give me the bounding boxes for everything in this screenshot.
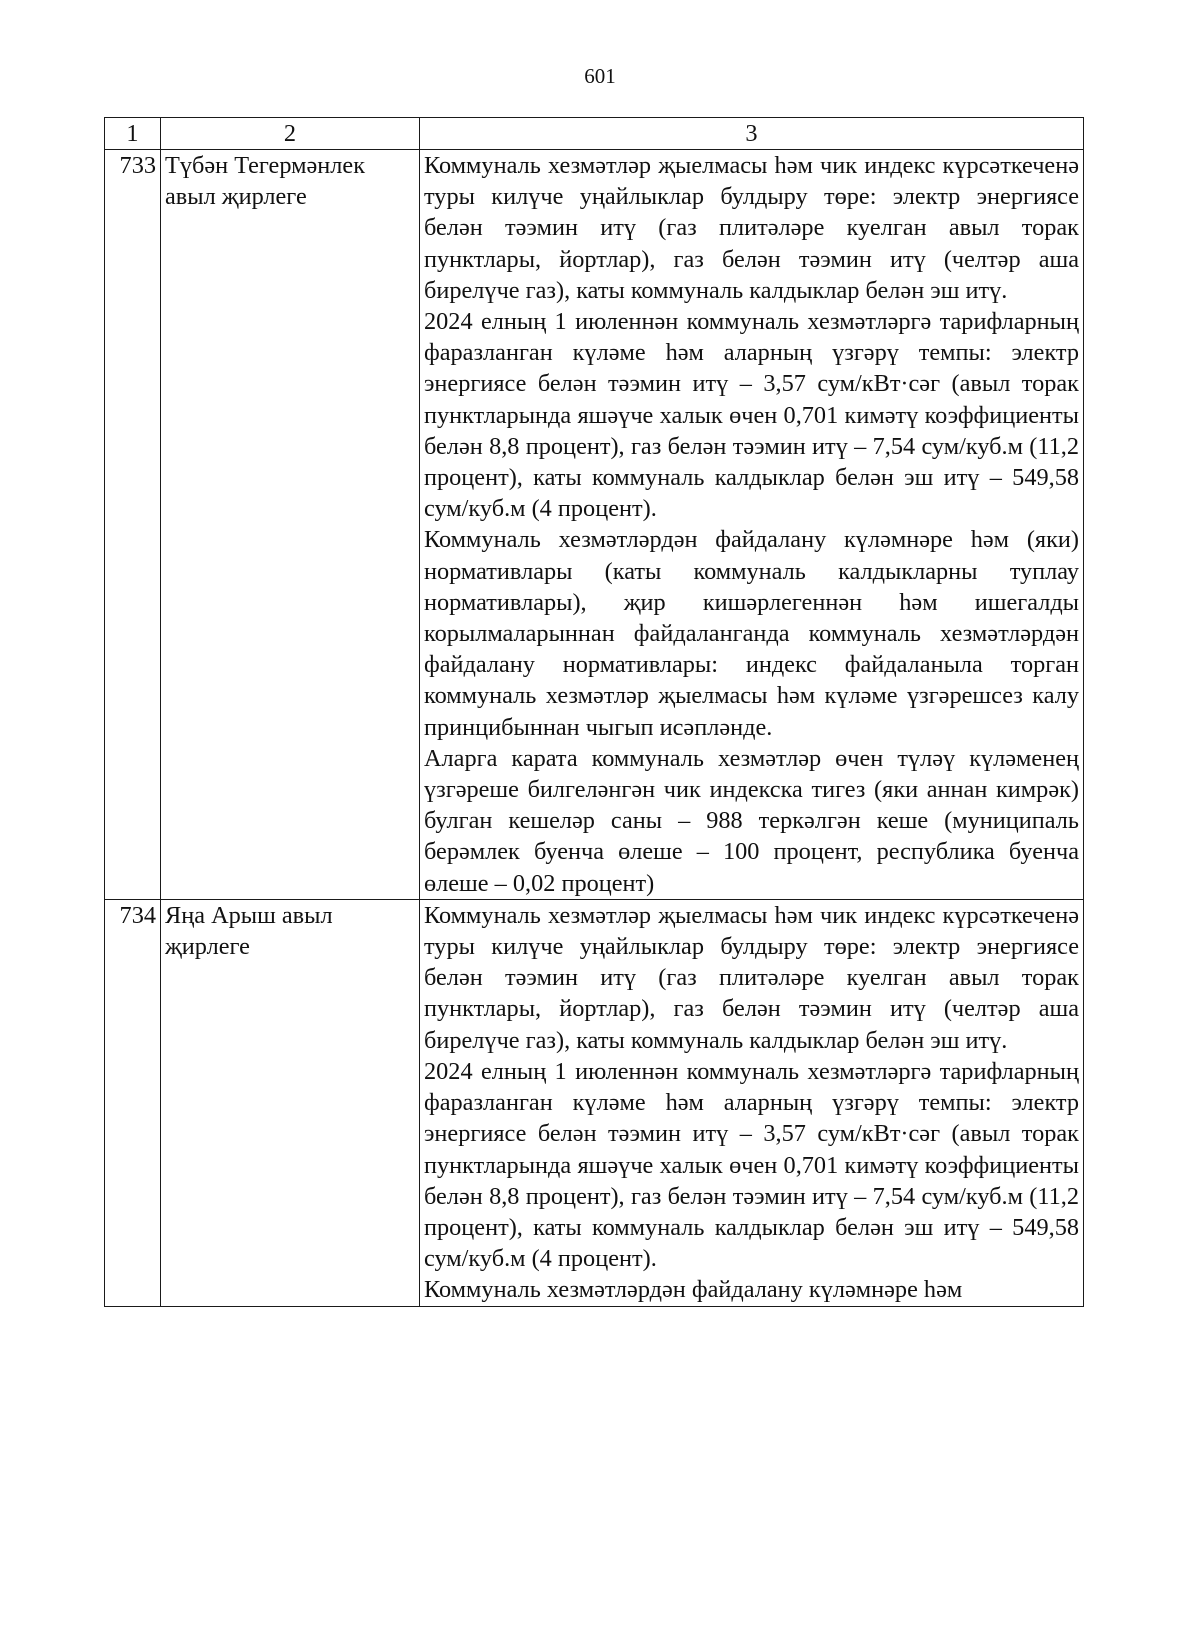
description-paragraph: Коммуналь хезмәтләр җыелмасы һәм чик индекс күрсәткеченә туры килүче уңайлыклар булдыру төре: электр энергиясе белән тәэмин итү (газ плитәләре куелган авыл торак пунктлары, йортлар), газ белән тәэмин итү (челтәр аша бирелүче газ), каты коммуналь калдыклар белән эш итү. — [424, 152, 1079, 304]
description-paragraph: Коммуналь хезмәтләр җыелмасы һәм чик индекс күрсәткеченә туры килүче уңайлыклар булдыру төре: электр энергиясе белән тәэмин итү (газ плитәләре куелган авыл торак пунктлары, йортлар), газ белән тәэмин итү (челтәр аша бирелүче газ), каты коммуналь калдыклар белән эш итү. — [424, 901, 1079, 1054]
description-paragraph: Аларга карата коммуналь хезмәтләр өчен түләү күләменең үзгәреше билгеләнгән чик индекска тигез (яки аннан кимрәк) булган кешеләр саны – 988 теркәлгән кеше (муниципаль берәмлек буенча өлеше – 100 процент, республика буенча өлеше – 0,02 процент) — [424, 744, 1079, 897]
row-number: 734 — [105, 899, 161, 1306]
table-row — [105, 899, 1084, 1306]
settlement-name: Яңа Арыш авыл җирлеге — [161, 899, 420, 1306]
column-header-2: 2 — [161, 118, 420, 150]
page-number: 601 — [584, 64, 616, 88]
table-header-row — [105, 118, 1084, 150]
description-paragraph: Коммуналь хезмәтләрдән файдалану күләмнәре һәм — [424, 1276, 963, 1304]
row-description — [420, 899, 1084, 1306]
column-header-3: 3 — [420, 118, 1084, 150]
municipal-tariff-table — [104, 117, 1084, 1307]
description-paragraph: Коммуналь хезмәтләрдән файдалану күләмнәре һәм (яки) нормативлары (каты коммуналь калдыкларны туплау нормативлары), җир кишәрлегеннән һәм ишегалды корылмаларыннан файдаланганда коммуналь хезмәтләрдән файдалану нормативлары: индекс файдаланыла торган коммуналь хезмәтләр җыелмасы һәм күләме үзгәрешсез калу принцибыннан чыгып исәпләнде. — [424, 526, 1079, 741]
settlement-name: Түбән Тегермәнлек авыл җирлеге — [161, 150, 420, 900]
column-header-1: 1 — [105, 118, 161, 150]
row-description — [420, 150, 1084, 900]
description-paragraph: 2024 елның 1 июленнән коммуналь хезмәтләргә тарифларның фаразланган күләме һәм аларның үзгәрү темпы: электр энергиясе белән тәэмин итү – 3,57 сум/кВт·сәг (авыл торак пунктларында яшәүче халык өчен 0,701 кимәтү коэффициенты белән 8,8 процент), газ белән тәэмин итү – 7,54 сум/куб.м (11,2 процент), каты коммуналь калдыклар белән эш итү – 549,58 сум/куб.м (4 процент). — [424, 1057, 1079, 1273]
row-number: 733 — [105, 150, 161, 900]
table-row — [105, 150, 1084, 900]
description-paragraph: 2024 елның 1 июленнән коммуналь хезмәтләргә тарифларның фаразланган күләме һәм аларның үзгәрү темпы: электр энергиясе белән тәэмин итү – 3,57 сум/кВт·сәг (авыл торак пунктларында яшәүче халык өчен 0,701 кимәтү коэффициенты белән 8,8 процент), газ белән тәэмин итү – 7,54 сум/куб.м (11,2 процент), каты коммуналь калдыклар белән эш итү – 549,58 сум/куб.м (4 процент). — [424, 308, 1079, 523]
